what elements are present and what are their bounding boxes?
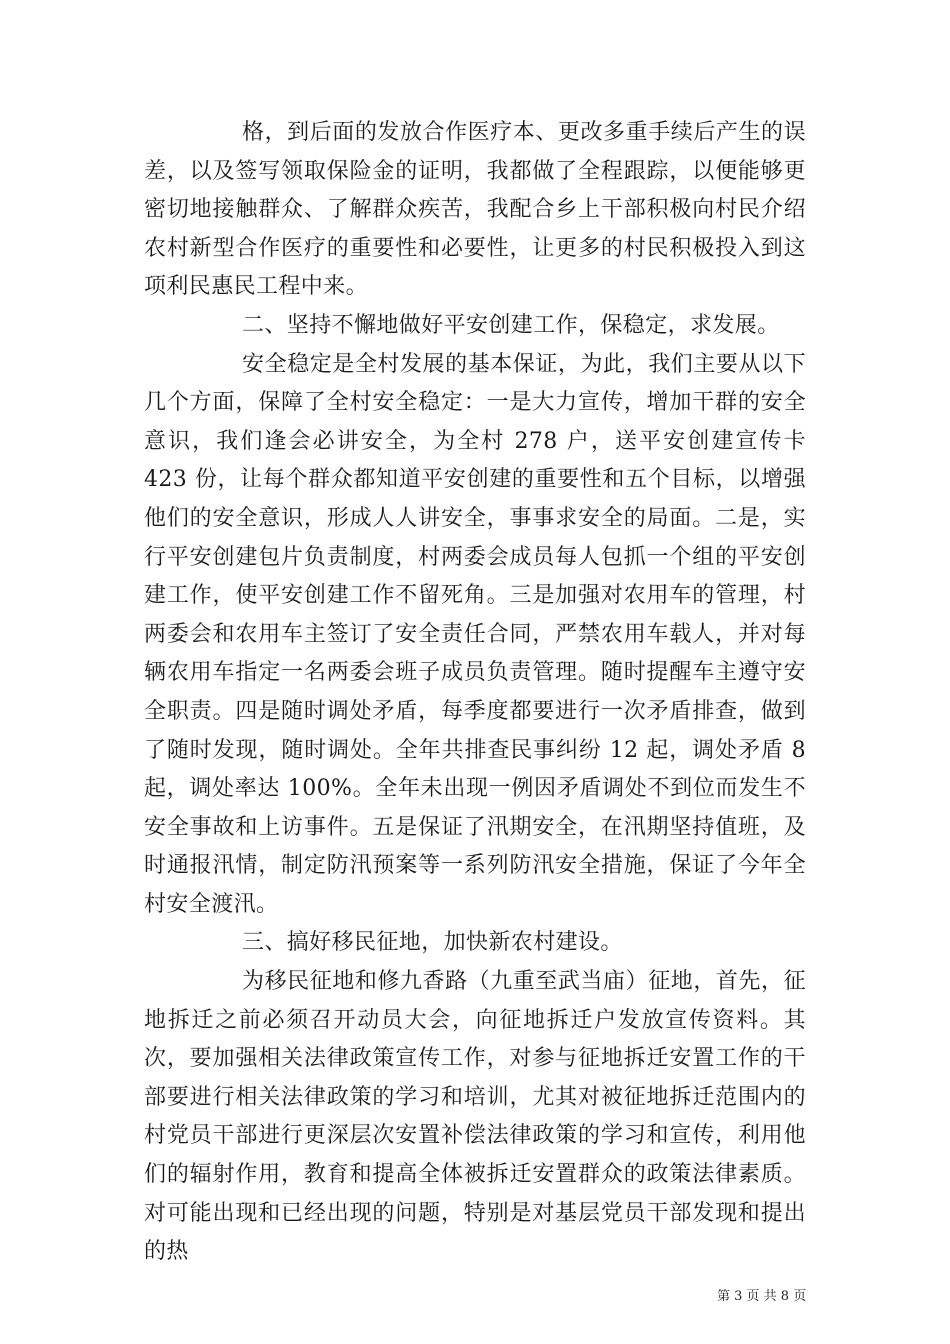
paragraph-land-acquisition: 为移民征地和修九香路（九重至武当庙）征地，首先，征地拆迁之前必须召开动员大会，向征地拆迁户发放宣传资料。其次，要加强相关法律政策宣传工作，对参与征地拆迁安置工作的干部要进行相关法律政策的学习和培训，尤其对被征地拆迁范围内的村党员干部进行更深层次安置补偿法律政策的学习和宣传，利用他们的辐射作用，教育和提高全体被拆迁安置群众的政策法律素质。对可能出现和已经出现的问题，特别是对基层党员干部发现和提出的热 [144,969,806,1265]
paragraph-security: 安全稳定是全村发展的基本保证，为此，我们主要从以下几个方面，保障了全村安全稳定：一是大力宣传，增加干群的安全意识，我们逢会必讲安全，为全村 278 户，送平安创建宣传卡 423 份，让每个群众都知道平安创建的重要性和五个目标，以增强他们的安全意识，形成人人讲安全，事事求安全的局面。二是，实行平安创建包片负责制度，村两委会成员每人包抓一个组的平安创建工作，使平安创建工作不留死角。三是加强对农用车的管理，村两委会和农用车主签订了安全责任合同，严禁农用车载人，并对每辆农用车指定一名两委会班子成员负责管理。随时提醒车主遵守安全职责。四是随时调处矛盾，每季度都要进行一次矛盾排查，做到了随时发现，随时调处。全年共排查民事纠纷 12 起，调处矛盾 8 起，调处率达 100%。全年未出现一例因矛盾调处不到位而发生不安全事故和上访事件。五是保证了汛期安全，在汛期坚持值班，及时通报汛情，制定防汛预案等一系列防汛安全措施，保证了今年全村安全渡汛。 [144,351,806,917]
section-heading-2: 二、坚持不懈地做好平安创建工作，保稳定，求发展。 [242,312,780,338]
page-number-footer: 第 3 页 共 8 页 [717,1289,807,1304]
document-body [144,114,806,1272]
paragraph-continuation: 格，到后面的发放合作医疗本、更改多重手续后产生的误差，以及签写领取保险金的证明，我都做了全程跟踪，以便能够更密切地接触群众、了解群众疾苦，我配合乡上干部积极向村民介绍农村新型合作医疗的重要性和必要性，让更多的村民积极投入到这项利民惠民工程中来。 [144,120,806,300]
section-heading-3: 三、搞好移民征地，加快新农村建设。 [242,930,623,956]
